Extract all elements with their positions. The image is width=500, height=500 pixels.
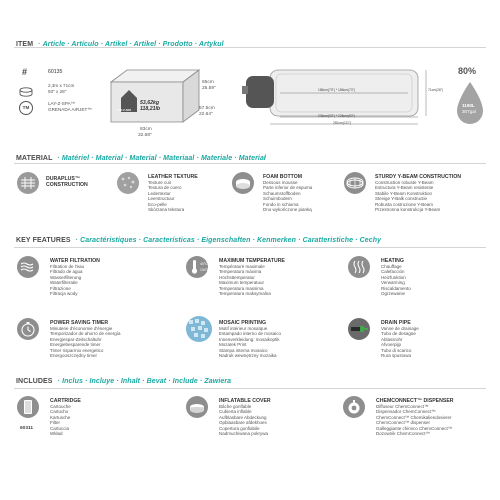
capacity-gallons: 307gal xyxy=(462,109,476,114)
feature-drain-pipe: DRAIN PIPE Vanne de drainage Tubo de desagüe Ablassrohr Afvoerpijp Tubo di scarico Rura spustowa xyxy=(381,320,419,359)
features-header-translations: Caractéristiques · Características · Eigenschaften · Kenmerken · Caratteristiche · Cechy xyxy=(80,237,382,244)
item-hash: # xyxy=(22,67,28,77)
item-size-m: 2,3m x 71cm xyxy=(48,83,75,88)
material-leather: LEATHER TEXTURE Texture cuir Textura de cuero Ledertextur Leerstructuur Eco-pelle Skórzana tekstura xyxy=(148,174,198,213)
inflatable-cover-icon xyxy=(186,396,208,418)
weight-kg: 53,62kg xyxy=(140,100,160,106)
feature-max-temp: MAXIMUM TEMPERATURE Température maximale Temperatura máxima Höchsttemperatur Maximum temperatuur Temperatura massima Temperatura maksymalna xyxy=(219,258,285,297)
heating-icon xyxy=(348,256,370,278)
mosaic-icon xyxy=(186,316,212,342)
max-temp-c: 40°C xyxy=(200,262,208,266)
item-header-label: ITEM xyxy=(16,41,34,48)
feature-water-filtration: WATER FILTRATION Filtration de l'eau Filtrado de agua Wasserfilterung Waterfilteratie Filtrazione Filtracja wody xyxy=(50,258,100,297)
material-top-divider xyxy=(14,163,486,164)
tm-icon: TM xyxy=(19,101,33,115)
item-model: LAY-Z-SPA™ xyxy=(48,101,76,106)
material-section-header: MATERIAL · Matériel · Material · Material · Materiaal · Materiale · Materiał xyxy=(16,155,266,162)
item-code: 60135 xyxy=(48,69,63,75)
item-header-translations: Article · Artículo · Artikel · Artikel · Prodotto · Artykul xyxy=(42,41,224,48)
features-top-divider xyxy=(14,247,486,248)
cartridge-code: 60311 xyxy=(20,426,34,431)
spa-height-dim: 71cm(28") xyxy=(428,88,444,92)
box-width-cm: 57.5cm xyxy=(199,106,215,111)
foam-bottom-icon xyxy=(232,172,254,194)
includes-section-header: INCLUDES · Inclus · Incluye · Inhalt · Bevat · Include · Zawiera xyxy=(16,378,232,385)
water-filtration-icon xyxy=(17,256,39,278)
drain-pipe-icon xyxy=(348,318,370,340)
item-size-ft: 93" x 28" xyxy=(48,89,67,94)
feature-mosaic: MOSAIC PRINTING Motif intérieur mosaïque Estampado interno de mosaico Innenverkleidung: mosaikoptik Mozaïek Print Stampa interna mosaico Nadruk wewnętrzny mozaika xyxy=(219,320,282,359)
timer-icon xyxy=(17,318,39,340)
box-length-cm: 83cm xyxy=(140,127,152,132)
fill-percent: 80% xyxy=(458,66,477,76)
feature-power-timer: POWER SAVING TIMER Minuterie d'économie d'énergie Temporizador de ahorro de energía Energiespar-Zeitschaltuhr Energiebesparende timer Timer risparmio energetico Energooszczędny timer xyxy=(50,320,121,359)
include-dispenser: CHEMCONNECT™ DISPENSER Diffuseur ChemConnect™ Dispensador ChemConnect™ ChemConnect™ Chemikaliendosierer ChemConnect™ dispenser Galleggiante chimico ChemConnect™ Dozownik ChemConnect™ xyxy=(376,398,454,437)
y-beam-icon xyxy=(344,172,366,194)
size-icon xyxy=(19,84,33,102)
spa-outer-dim: 281cm(111") xyxy=(333,121,352,125)
material-foam: FOAM BOTTOM Dessous mousse Parte inferior de espuma Schaumstoffboden Schuimbodem Fondo in schiuma Dno wykończone pianką xyxy=(263,174,313,213)
item-section-header: ITEM · Article · Artículo · Artikel · Artikel · Prodotto · Artykul xyxy=(16,41,224,48)
item-model-sub: GRENADA AIRJET™ xyxy=(48,107,92,112)
material-duraplus-title: DURAPLUS™ CONSTRUCTION xyxy=(46,176,88,188)
box-height-cm: 65cm xyxy=(202,80,214,85)
includes-top-divider xyxy=(14,388,486,389)
spa-side-view-illustration xyxy=(240,66,440,137)
features-header-label: KEY FEATURES xyxy=(16,237,71,244)
weight-lb: 118,21lb xyxy=(140,106,161,112)
max-temp-f: 104°F xyxy=(200,268,210,272)
box-height-in: 25.59" xyxy=(202,86,216,91)
spa-inner-bottom-dims: 236cm(93") * 236cm(93") xyxy=(318,114,355,118)
box-width-in: 22.64" xyxy=(199,112,213,117)
spa-inner-dims: 186cm(73") * 186cm(73") xyxy=(318,88,355,92)
includes-header-label: INCLUDES xyxy=(16,378,53,385)
includes-header-translations: Inclus · Incluye · Inhalt · Bevat · Include · Zawiera xyxy=(62,378,232,385)
material-header-label: MATERIAL xyxy=(16,155,53,162)
leather-texture-icon xyxy=(117,172,139,194)
feature-heating: HEATING Chauffage Calefacción Heizfunktion Verwarming Riscaldamento Ogrzewanie xyxy=(381,258,411,297)
material-y-beam: STURDY Y-BEAM CONSTRUCTION Construction robuste Y-Beam Estructura Y-Beam resistente Stabile Y-Beam Konstruktion Stevige Y-Balk constructie Robusta costruzione Y-Beam Przestronna konstrukcja Y-Beam xyxy=(375,174,461,213)
box-brand-label: LAY-Z-SPA xyxy=(117,108,132,112)
features-section-header: KEY FEATURES · Caractéristiques · Características · Eigenschaften · Kenmerken · Caratteristiche · Cechy xyxy=(16,237,382,244)
material-header-translations: Matériel · Material · Material · Materiaal · Materiale · Materiał xyxy=(61,155,266,162)
box-length-in: 32.68" xyxy=(138,133,152,138)
include-cartridge: CARTRIDGE Cartouche Cartucho Kartusche Filter Cartuccia Wkład xyxy=(50,398,81,437)
thermometer-icon xyxy=(186,256,208,278)
duraplus-icon xyxy=(17,172,39,194)
cartridge-icon xyxy=(17,396,39,418)
include-cover: INFLATABLE COVER Bâche gonflable Cubierta inflable Aufblasbare Abdeckung Opblaasbare afdekhoes Copertura gonfiabile Nadmuchiwana pokrywa xyxy=(219,398,271,437)
chemconnect-dispenser-icon xyxy=(343,396,365,418)
capacity-liters: 1160L xyxy=(462,103,475,108)
